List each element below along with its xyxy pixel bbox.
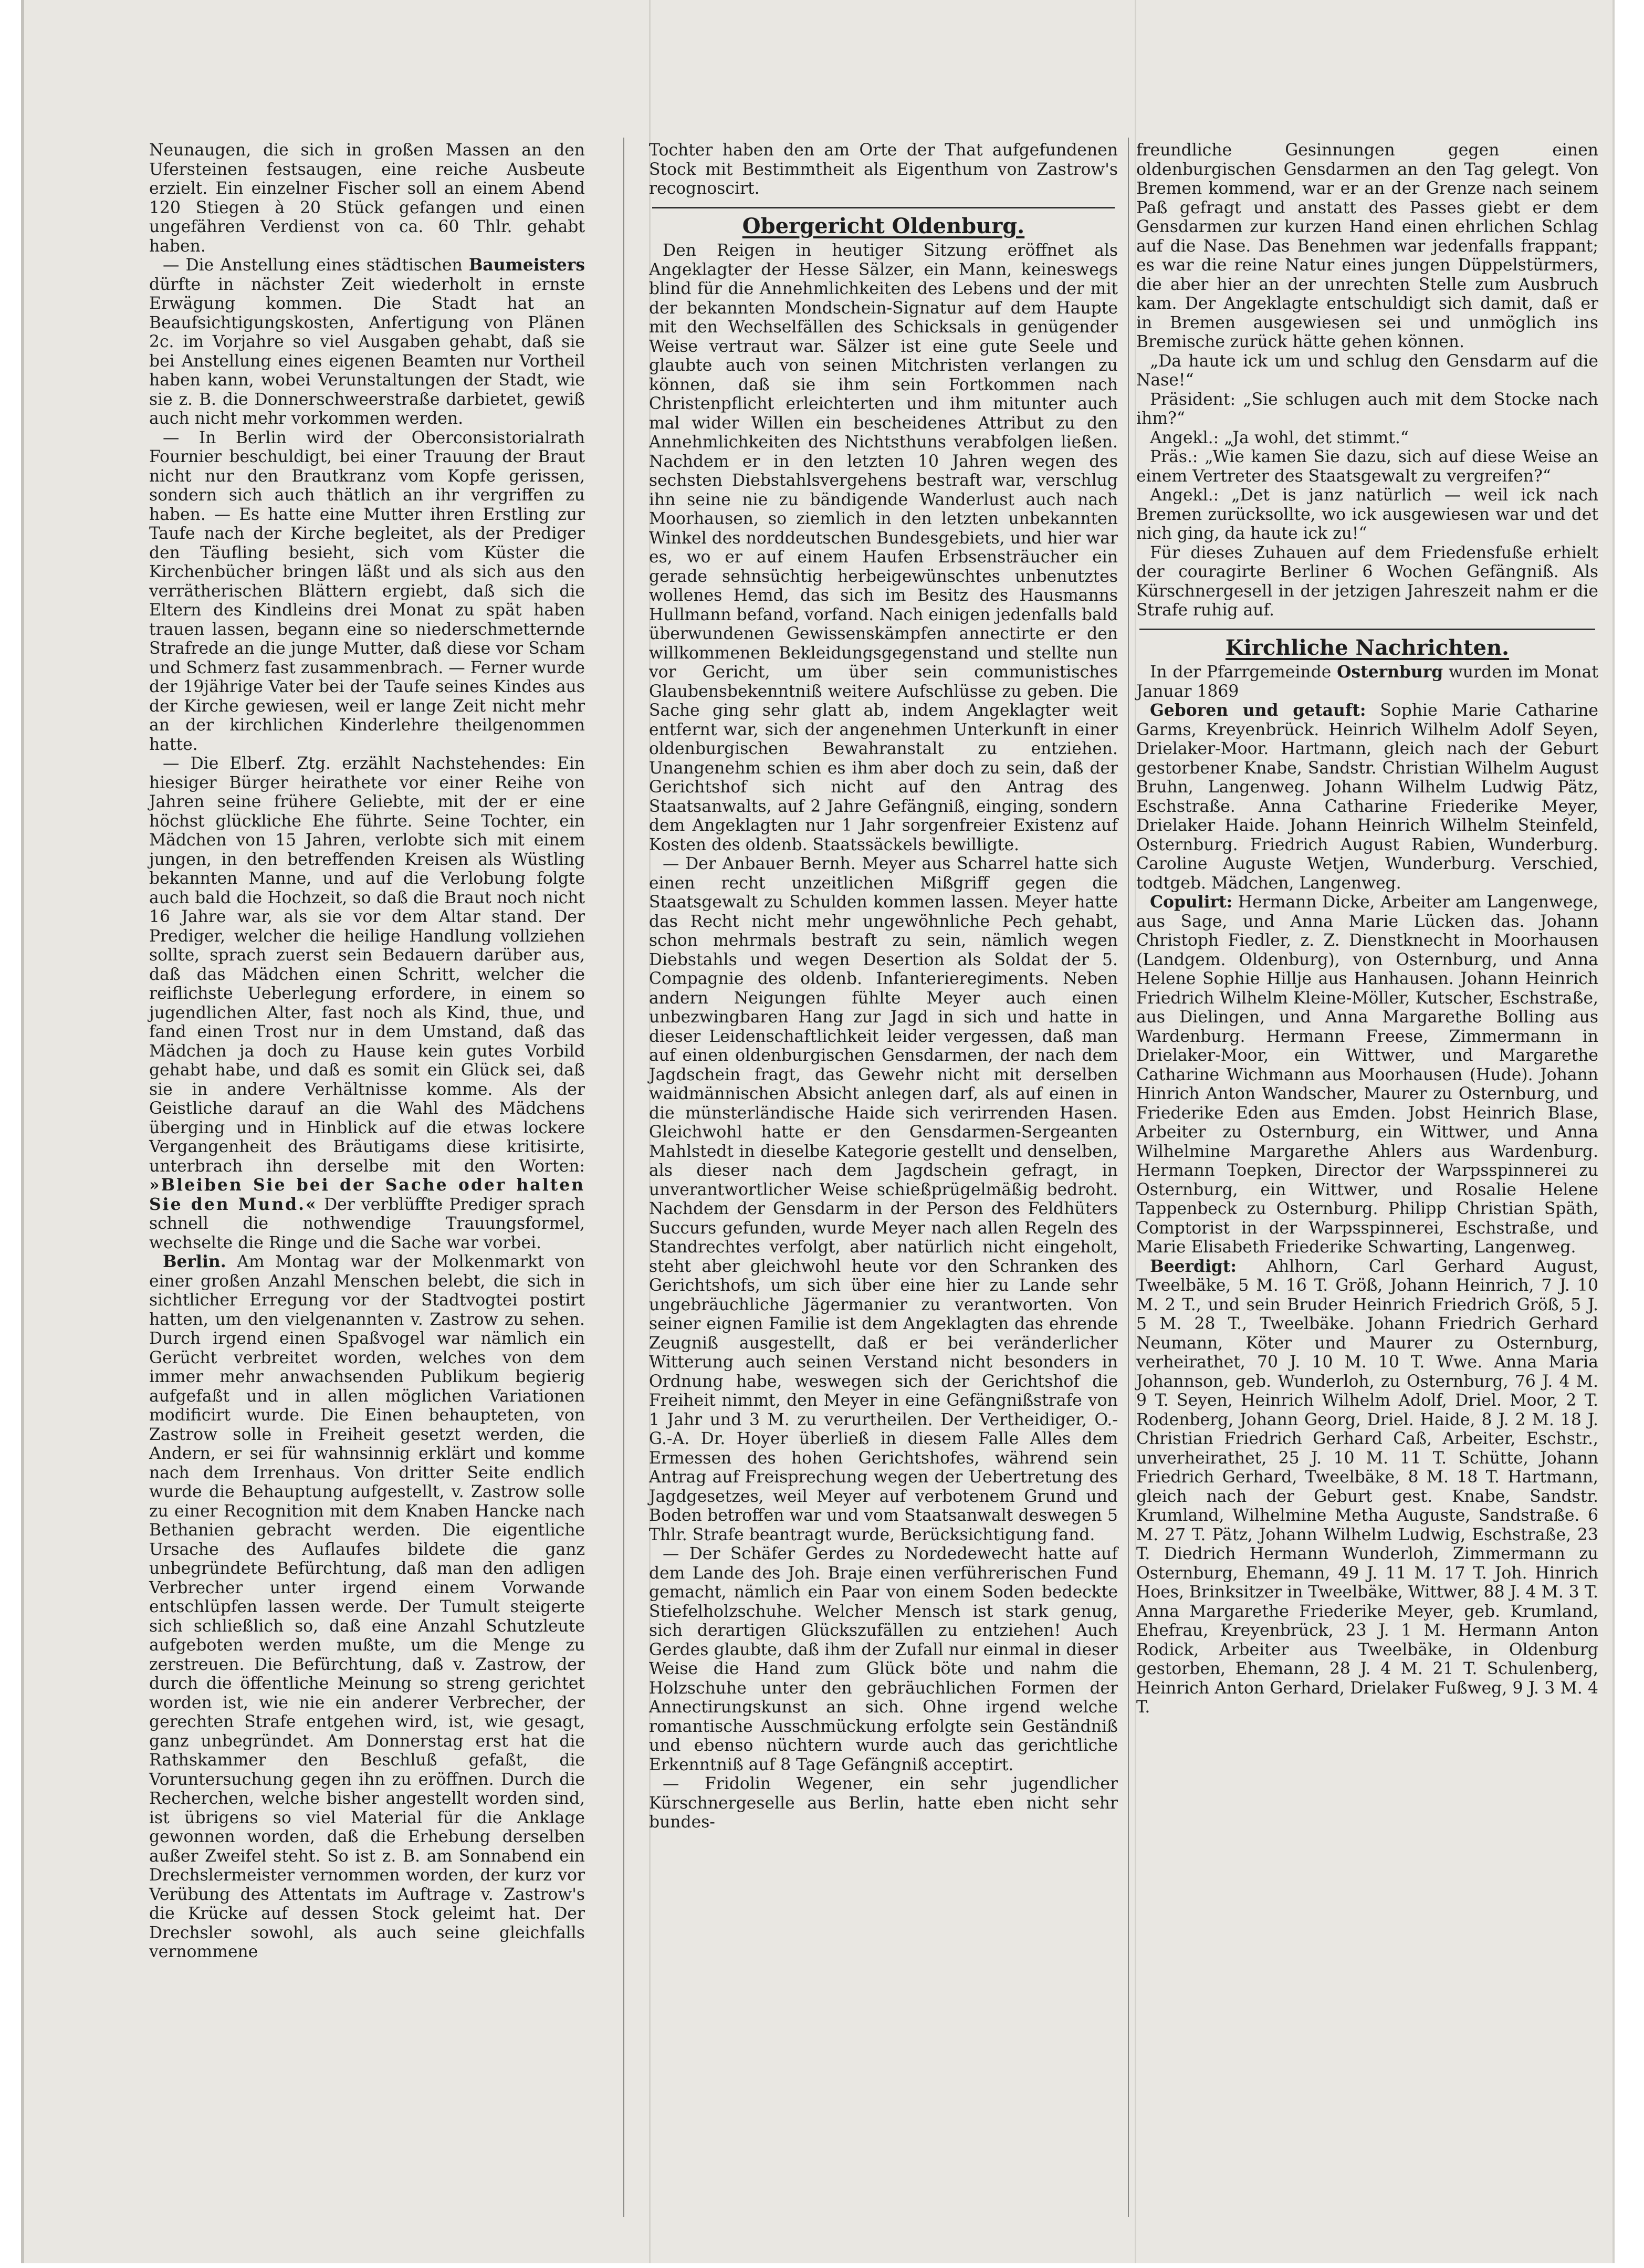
article-wegener-cont: freundliche Gesinnungen gegen einen oldenburgischen Gensdarmen an den Tag gelegt. Von Bremen kommend, war er an der Grenze nach seinem Paß gefragt und anstatt des Passes giebt er dem Gensdarmen zur kurzen Hand einen ehrlichen Schlag auf die Nase. Das Benehmen war jedenfalls frappant; es war die reine Natur eines jungen Düppelstürmers, die aber hier an der unrechten Stelle zum Ausbruch kam. Der Angeklagte entschuldigt sich damit, daß er in Bremen ausgewiesen sei und unmöglich ins Bremische zurück hätte gehen können. — [1136, 141, 1598, 351]
births-text: Sophie Marie Catharine Garms, Kreyenbrück. Heinrich Wilhelm Adolf Seyen, Drielaker-Moor. Hartmann, gleich nach der Geburt gestorbener Knabe, Sandstr. Christian Wilhelm August Bruhn, Langenweg. Johann Wilhelm Ludwig Pätz, Eschstraße. Anna Catharine Friederike Meyer, Drielaker Haide. Johann Heinrich Wilhelm Steinfeld, Osternburg. Friedrich August Rabien, Wunderburg. Caroline Auguste Wetjen, Wunderburg. Verschied, todtgeb. Mädchen, Langenweg. — [1136, 701, 1598, 893]
article-text: dürfte in nächster Zeit wiederholt in ernste Erwägung kommen. Die Stadt hat an Beaufsichtigungskosten, Anfertigung von Plänen 2c. im Vorjahre so viel Ausgaben gehabt, daß sie bei Anstellung eines eigenen Beamten nur Vortheil haben kann, wobei Verunstaltungen der Stadt, wie sie z. B. die Donnerschweerstraße darbietet, gewiß auch nicht mehr vorkommen werden. — [149, 275, 585, 428]
parish-burials — [1136, 1257, 1598, 1717]
article-text: — Die Anstellung eines städtischen — [163, 256, 469, 275]
article-berlin — [149, 1252, 585, 1962]
burials-text: Ahlhorn, Carl Gerhard August, Tweelbäke, 5 M. 16 T. Größ, Johann Heinrich, 7 J. 10 M. 2 T., und sein Bruder Heinrich Friedrich Größ, 5 J. 5 M. 28 T., Tweelbäke. Johann Friedrich Gerhard Neumann, Köter und Maurer zu Osternburg, verheirathet, 70 J. 10 M. 10 T. Wwe. Anna Maria Johannson, geb. Wunderloh, zu Osternburg, 76 J. 4 M. 9 T. Seyen, Heinrich Wilhelm Adolf, Driel. Moor, 2 T. Rodenberg, Johann Georg, Driel. Haide, 8 J. 2 M. 18 J. Christian Friedrich Gerhard Caß, Arbeiter, Eschstr., unverheirathet, 25 J. 10 M. 11 T. Schütte, Johann Friedrich Gerhard, Tweelbäke, 8 M. 18 T. Hartmann, gleich nach der Geburt gest. Knabe, Sandstr. Krumland, Wilhelmine Metha Auguste, Sandstraße. 6 M. 27 T. Pätz, Johann Wilhelm Ludwig, Eschstraße, 23 T. Diedrich Hermann Wunderloh, Zimmermann zu Osternburg, Ehemann, 49 J. 11 M. 17 T. Joh. Hinrich Hoes, Brinksitzer in Tweelbäke, Wittwer, 88 J. 4 M. 3 T. Anna Margarethe Friederike Meyer, geb. Krumland, Ehefrau, Kreyenbrück, 23 J. 1 M. Hermann Anton Rodick, Arbeiter aus Tweelbäke, in Oldenburg gestorben, Ehemann, 28 J. 4 M. 21 T. Schulenberg, Heinrich Anton Gerhard, Drielaker Fußweg, 9 J. 3 M. 4 T. — [1136, 1257, 1598, 1717]
article-continuation: Tochter haben den am Orte der That aufgefundenen Stock mit Bestimmtheit als Eigenthum von Zastrow's recognoscirt. — [649, 141, 1118, 198]
article-fournier: — In Berlin wird der Oberconsistorialrath Fournier beschuldigt, bei einer Trauung der Braut nicht nur den Brautkranz vom Kopfe gerissen, sondern sich auch thätlich an ihr vergriffen zu haben. — Es hatte eine Mutter ihren Erstling zur Taufe nach der Kirche begleitet, als der Prediger den Täufling besieht, sich vom Küster die Kirchenbücher bringen läßt und als sich aus den verrätherischen Blättern ergiebt, daß sich die Eltern des Kindleins drei Monat zu spät haben trauen lassen, begann eine so niederschmetternde Strafrede an die junge Mutter, daß diese vor Scham und Schmerz fast zusammenbrach. — Ferner wurde der 19jährige Vater bei der Taufe seines Kindes aus der Kirche gewiesen, weil er lange Zeit nicht mehr an der kirchlichen Kinderlehre theilgenommen hatte. — [149, 428, 585, 754]
section-heading-obergericht: Obergericht Oldenburg. — [742, 213, 1025, 238]
quote-line: Angekl.: „Det is janz natürlich — weil ick nach Bremen zurücksollte, wo ick ausgewiesen war und det nich ging, da haute ick zu!“ — [1136, 486, 1598, 543]
marriages-label: Copulirt: — [1150, 893, 1233, 912]
section-rule — [1139, 629, 1595, 630]
article-elberfeld — [149, 754, 585, 1252]
parish-births — [1136, 701, 1598, 893]
parish-name: Osternburg — [1337, 663, 1443, 682]
marriages-text: Hermann Dicke, Arbeiter am Langenwege, aus Sage, und Anna Marie Lücken das. Johann Christoph Fiedler, z. Z. Dienstknecht in Moorhausen (Landgem. Oldenburg), von Osternburg, und Anna Helene Sophie Hillje aus Hanhausen. Johann Heinrich Friedrich Wilhelm Kleine-Möller, Kutscher, Eschstraße, aus Dielingen, und Anna Margarethe Bolling aus Wardenburg. Hermann Freese, Zimmermann in Drielaker-Moor, ein Wittwer, und Margarethe Catharine Wichmann aus Moorhausen (Hude). Johann Hinrich Anton Wandscher, Maurer zu Osternburg, und Friederike Eden aus Emden. Jobst Heinrich Blase, Arbeiter zu Osternburg, ein Wittwer, und Anna Wilhelmine Margarethe Ahlers aus Wardenburg. Hermann Toepken, Director der Warpsspinnerei zu Osternburg, ein Wittwer, und Rosalie Helene Tappenbeck zu Osternburg. Philipp Christian Späth, Comptorist in der Warpsspinnerei, Eschstraße, und Marie Elisabeth Friederike Schwarting, Langenweg. — [1136, 893, 1598, 1257]
quote-line: Angekl.: „Ja wohl, det stimmt.“ — [1150, 428, 1409, 447]
column-divider — [1128, 138, 1129, 2217]
article-text: Der verblüffte Prediger sprach schnell die nothwendige Trauungsformel, wechselte die Ringe und die Sache war vorbei. — [149, 1195, 585, 1252]
parish-text: wurden im Monat Januar 1869 — [1136, 663, 1598, 701]
parish-intro — [1136, 663, 1598, 701]
article-gerdes: — Der Schäfer Gerdes zu Nordedewecht hatte auf dem Lande des Joh. Braje einen verführerischen Fund gemacht, nämlich ein Paar von einem Soden bedeckte Stiefelholzschuhe. Welcher Mensch ist stark genug, sich derartigen Glückszufällen zu entziehen! Auch Gerdes glaubte, daß ihm der Zufall nur einmal in dieser Weise die Hand zum Glück böte und nahm die Holzschuhe unter den gebräuchlichen Formen der Annectirungskunst an sich. Ohne irgend welche romantische Ausschmückung erfolgte sein Geständniß und ebenso nüchtern wurde auch das gerichtliche Erkenntniß auf 8 Tage Gefängniß acceptirt. — [649, 1544, 1118, 1774]
article-text: Am Montag war der Molkenmarkt von einer großen Anzahl Menschen belebt, die sich in sichtlicher Erregung vor der Stadtvogtei postirt hatten, um den vielgenannten v. Zastrow zu sehen. Durch irgend einen Spaßvogel war nämlich ein Gerücht verbreitet worden, welches von dem immer mehr anwachsenden Publikum begierig aufgefaßt und in allen möglichen Variationen modificirt wurde. Die Einen behaupteten, von Zastrow solle in Freiheit gesetzt werden, die Andern, er sei für wahnsinnig erklärt und komme nach dem Irrenhaus. Von dritter Seite endlich wurde die Behauptung aufgestellt, v. Zastrow solle zu einer Recognition mit dem Knaben Hancke nach Bethanien gebracht werden. Die eigentliche Ursache des Auflaufes bildete die ganz unbegründete Befürchtung, daß man den adligen Verbrecher unter irgend einem Vorwande entschlüpfen lassen werde. Der Tumult steigerte sich schließlich so, daß eine Anzahl Schutzleute aufgeboten werden mußte, um die Menge zu zerstreuen. Die Befürchtung, daß v. Zastrow, der durch die öffentliche Meinung so streng gerichtet worden ist, wie nie ein anderer Verbrecher, der gerechten Strafe entgehen wird, ist, wie gesagt, ganz unbegründet. Am Donnerstag erst hat die Rathskammer den Beschluß gefaßt, die Voruntersuchung gegen ihn zu eröffnen. Durch die Recherchen, welche bisher angestellt worden sind, ist übrigens so viel Material für die Anklage gewonnen worden, daß die Erhebung derselben außer Zweifel steht. So ist z. B. am Sonnabend ein Drechslermeister vernommen worden, der kurz vor Verübung des Attentats im Auftrage v. Zastrow's die Krücke auf dessen Stock geleimt hat. Der Drechsler sowohl, als auch seine gleichfalls vernommene — [149, 1252, 585, 1961]
quote-line: Präsident: „Sie schlugen auch mit dem Stocke nach ihm?“ — [1136, 390, 1598, 428]
quote-line: „Da haute ick um und schlug den Gensdarm auf die Nase!“ — [1136, 351, 1598, 390]
article-verdict: Für dieses Zuhauen auf dem Friedensfuße erhielt der couragirte Berliner 6 Wochen Gefängniß. Als Kürschnergesell in der jetzigen Jahreszeit nahm er die Strafe ruhig auf. — [1136, 543, 1598, 620]
section-heading-kirchliche: Kirchliche Nachrichten. — [1225, 635, 1510, 660]
article-saelzer: Den Reigen in heutiger Sitzung eröffnet als Angeklagter der Hesse Sälzer, ein Mann, keineswegs blind für die Annehmlichkeiten des Lebens und der mit der bekannten Mondschein-Signatur auf dem Haupte mit den Wechselfällen des Schicksals in genügender Weise vertraut war. Sälzer ist eine gute Seele und glaubte auch von seinen Mitchristen verlangen zu können, daß sie ihm sein Fortkommen nach Christenpflicht erleichterten und ihm mitunter auch mal wider Willen ein bescheidenes Attribut zu den Annehmlichkeiten des Nichtsthuns verabfolgen ließen. Nachdem er in den letzten 10 Jahren wegen des sechsten Diebstahlsvergehens bestraft war, verschlug ihn seine nie zu bändigende Wanderlust auch nach Moorhausen, so ziemlich in den letzten unbekannten Winkel des norddeutschen Bundesgebiets, und hier war es, wo er auf einem Haufen Erbsensträucher ein gerade sehnsüchtig herbeigewünschtes unbenutztes wollenes Hemd, das sich im Besitz des Hausmanns Hullmann befand, vorfand. Nach einigen jedenfalls bald überwundenen Gewissenskämpfen annectirte er den willkommenen Bekleidungsgegenstand und stellte nun vor Gericht, um über sein communistisches Glaubensbekenntniß weitere Aufschlüsse zu geben. Die Sache ging sehr glatt ab, indem Angeklagter weit entfernt war, sich der angenehmen Unterkunft in einer oldenburgischen Bewahranstalt zu entziehen. Unangenehm schien es ihm aber doch zu sein, daß der Gerichtshof sich nicht auf den Antrag des Staatsanwalts, auf 2 Jahre Gefängniß, einging, sondern dem Angeklagten nur 1 Jahr sorgenfreier Existenz auf Kosten des oldenb. Staatssäckels bewilligte. — [649, 241, 1118, 854]
article-neunaugen: Neunaugen, die sich in großen Massen an den Ufersteinen festsaugen, eine reiche Ausbeute erzielt. Ein einzelner Fischer soll an einem Abend 120 Stiegen à 20 Stück gefangen und einen ungefähren Verdienst von ca. 60 Thlr. gehabt haben. — [149, 141, 585, 256]
article-baumeister — [149, 256, 585, 428]
article-quote: »Bleiben Sie bei der Sache oder halten Sie den Mund.« — [149, 1176, 585, 1214]
column-3 — [1136, 141, 1598, 1717]
parish-marriages — [1136, 893, 1598, 1257]
article-keyword: Baumeisters — [468, 256, 585, 275]
column-1 — [149, 141, 585, 1962]
births-label: Geboren und getauft: — [1150, 701, 1366, 720]
column-divider — [623, 138, 624, 2217]
column-2 — [649, 141, 1118, 1832]
article-meyer: — Der Anbauer Bernh. Meyer aus Scharrel hatte sich einen recht unzeitlichen Mißgriff gegen die Staatsgewalt zu Schulden kommen lassen. Meyer hatte das Recht nicht mehr ungewöhnliche Pech gehabt, schon mehrmals bestraft zu sein, nämlich wegen Diebstahls und wegen Desertion als Soldat der 5. Compagnie des oldenb. Infanterieregiments. Neben andern Neigungen fühlte Meyer auch einen unbezwingbaren Hang zur Jagd in sich und hatte in dieser Leidenschaftlichkeit leider vergessen, daß man auf einen oldenburgischen Gensdarmen, der nach dem Jagdschein fragt, das Gewehr nicht mit derselben waidmännischen Absicht anlegen darf, als auf einen in die münsterländische Haide sich verirrenden Hasen. Gleichwohl hatte er den Gensdarmen-Sergeanten Mahlstedt in dieselbe Kategorie gestellt und denselben, als dieser nach dem Jagdschein gefragt, in unverantwortlicher Weise schießprügelmäßig bedroht. Nachdem der Gensdarm in der Person des Feldhüters Succurs gefunden, wurde Meyer nach allen Regeln des Standrechtes verfolgt, aber natürlich nicht eingeholt, steht aber gleichwohl heute vor den Schranken des Gerichtshofs, um sich über eine hier zu Lande sehr ungebräuchliche Jägermanier zu verantworten. Von seiner eignen Familie ist dem Angeklagten das ehrende Zeugniß ausgestellt, daß er bei veränderlicher Witterung auch seinen Verstand nicht besonders in Ordnung habe, weswegen sich der Gerichtshof die Freiheit nimmt, den Meyer in eine Gefängnißstrafe von 1 Jahr und 3 M. zu verurtheilen. Der Vertheidiger, O.-G.-A. Dr. Hoyer überließ in diesem Falle Alles dem Ermessen des hohen Gerichtshofes, während sein Antrag auf Freisprechung wegen der Uebertretung des Jagdgesetzes, weil Meyer auf verbotenem Grund und Boden betroffen war und vom Staatsanwalt deswegen 5 Thlr. Strafe beantragt wurde, Berücksichtigung fand. — [649, 854, 1118, 1544]
parish-text: In der Pfarrgemeinde — [1150, 663, 1337, 682]
article-wegener: — Fridolin Wegener, ein sehr jugendlicher Kürschnergeselle aus Berlin, hatte eben nicht sehr bundes- — [649, 1774, 1118, 1832]
quote-line: Präs.: „Wie kamen Sie dazu, sich auf diese Weise an einem Vertreter des Staatsgewalt zu vergreifen?“ — [1136, 447, 1598, 486]
section-rule — [652, 207, 1115, 208]
burials-label: Beerdigt: — [1150, 1257, 1237, 1276]
article-keyword: Berlin. — [163, 1252, 226, 1271]
article-text: — Die Elberf. Ztg. erzählt Nachstehendes: Ein hiesiger Bürger heirathete vor einer Reihe von Jahren seine frühere Geliebte, mit der er eine höchst glückliche Ehe führte. Seine Tochter, ein Mädchen von 15 Jahren, verlobte sich mit einem jungen, in den betreffenden Kreisen als Wüstling bekannten Manne, und auf die Verlobung folgte auch bald die Hochzeit, so daß die Braut noch nicht 16 Jahre war, als sie vor dem Altar stand. Der Prediger, welcher die heilige Handlung vollziehen sollte, sprach zuerst sein Bedauern darüber aus, daß das Mädchen einen Schritt, welcher die reiflichste Ueberlegung erfordere, in einem so jugendlichen Alter, fast noch als Kind, thue, und fand einen Trost nur in dem Umstand, daß das Mädchen ja doch zu Hause kein gutes Vorbild gehabt habe, und daß es somit ein Glück sei, daß sie in andere Verhältnisse komme. Als der Geistliche darauf an die Wahl des Mädchens überging und in Hinblick auf die etwas lockere Vergangenheit des Bräutigams diese kritisirte, unterbrach ihn derselbe mit den Worten: — [149, 754, 585, 1176]
